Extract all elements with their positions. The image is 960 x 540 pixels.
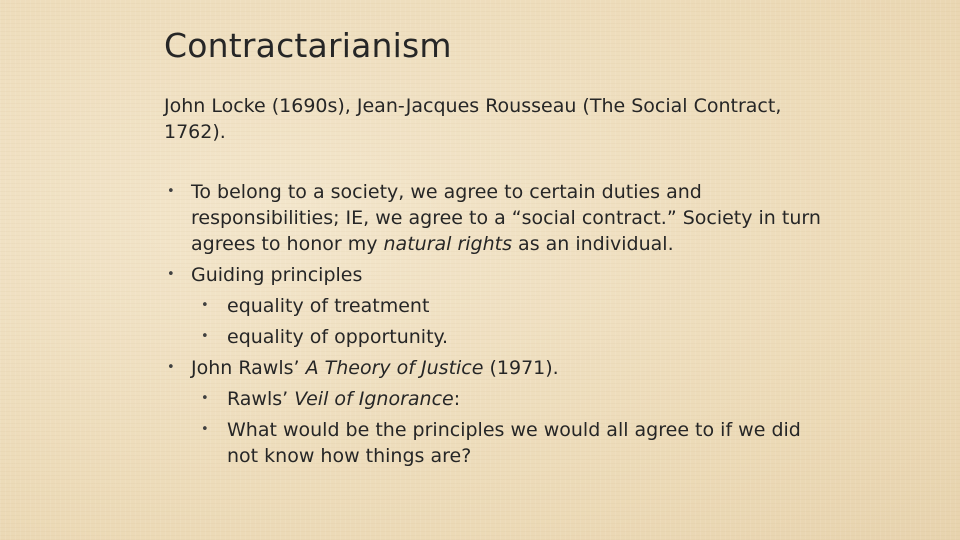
- emphasis-book-title: A Theory of Justice: [305, 357, 484, 379]
- bullet-text: equality of opportunity.: [227, 326, 449, 348]
- slide-title: Contractarianism: [164, 26, 452, 65]
- sub-bullet-veil: [164, 386, 824, 412]
- bullet-list: [164, 179, 824, 474]
- bullet-text: equality of treatment: [227, 295, 430, 317]
- bullet-dot-icon: •: [201, 391, 209, 406]
- sub-bullet-principles-question: [164, 417, 824, 469]
- emphasis-veil: Veil of Ignorance: [294, 388, 454, 410]
- bullet-dot-icon: •: [167, 184, 175, 199]
- sub-bullet-equality-opportunity: [164, 324, 824, 350]
- bullet-dot-icon: •: [201, 329, 209, 344]
- bullet-text: John Rawls’ A Theory of Justice (1971).: [191, 357, 559, 379]
- sub-bullet-equality-treatment: [164, 293, 824, 319]
- bullet-dot-icon: •: [167, 360, 175, 375]
- intro-text: John Locke (1690s), Jean-Jacques Rousseau (The Social Contract, 1762).: [164, 95, 782, 143]
- bullet-dot-icon: •: [201, 422, 209, 437]
- emphasis-natural-rights: natural rights: [383, 233, 513, 255]
- bullet-text: Rawls’ Veil of Ignorance:: [227, 388, 461, 410]
- bullet-text: Guiding principles: [191, 264, 363, 286]
- bullet-dot-icon: •: [201, 298, 209, 313]
- bullet-guiding-principles: [164, 262, 824, 288]
- bullet-social-contract: [164, 179, 824, 257]
- bullet-dot-icon: •: [167, 267, 175, 282]
- bullet-text: To belong to a society, we agree to certain duties and responsibilities; IE, we agree to a “social contract.” Society in turn agrees to honor my natural rights as an individual.: [191, 181, 821, 255]
- bullet-rawls: [164, 355, 824, 381]
- bullet-text: What would be the principles we would all agree to if we did not know how things are?: [227, 419, 801, 467]
